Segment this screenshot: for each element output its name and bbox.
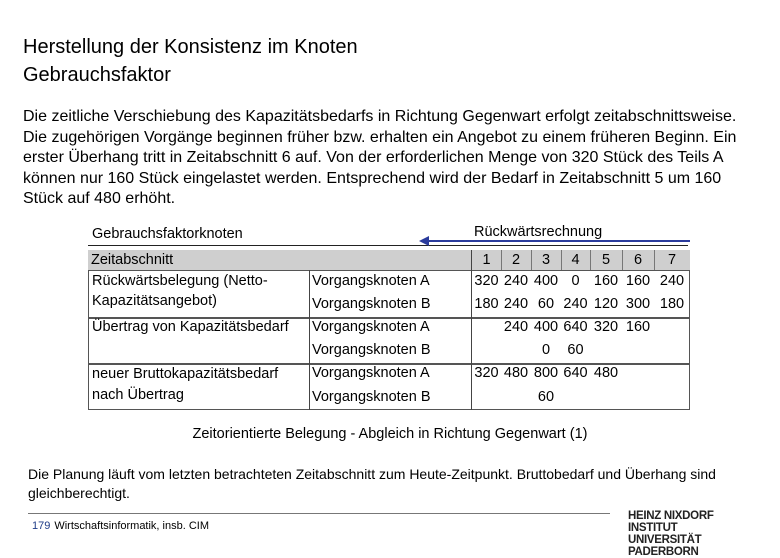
direction-label: Rückwärtsrechnung bbox=[474, 224, 603, 240]
value-cell: 640 bbox=[563, 365, 588, 381]
value-cell: 0 bbox=[571, 273, 580, 289]
period-divider bbox=[501, 250, 502, 270]
logo-line2: UNIVERSITÄT PADERBORN bbox=[628, 534, 702, 558]
group-3-label-line2: nach Übertrag bbox=[92, 387, 184, 403]
value-cell: 0 bbox=[541, 342, 551, 358]
group-1-label-line1: Rückwärtsbelegung (Netto- bbox=[92, 273, 268, 289]
value-cell: 240 bbox=[659, 273, 685, 289]
value-cell: 240 bbox=[503, 273, 529, 289]
group-3-label-line1: neuer Bruttokapazitätsbedarf bbox=[92, 366, 279, 382]
value-cell: 320 bbox=[593, 319, 619, 335]
value-cell: 160 bbox=[625, 319, 651, 335]
slide-title bbox=[23, 33, 358, 89]
value-cell: 320 bbox=[474, 365, 499, 381]
value-cell: 800 bbox=[533, 365, 559, 381]
course-name: Wirtschaftsinformatik, insb. CIM bbox=[54, 520, 209, 532]
value-cell: 180 bbox=[659, 296, 685, 312]
value-cell: 480 bbox=[593, 365, 619, 381]
figure-top-rule bbox=[88, 245, 688, 246]
group-2-node-a: Vorgangsknoten A bbox=[312, 319, 430, 335]
value-cell: 320 bbox=[474, 273, 499, 289]
period-divider bbox=[654, 250, 655, 270]
period-divider bbox=[561, 250, 562, 270]
value-cell: 120 bbox=[593, 296, 619, 312]
footer bbox=[32, 520, 209, 532]
direction-arrow bbox=[428, 240, 690, 242]
value-cell: 60 bbox=[537, 389, 555, 405]
footer-rule bbox=[28, 513, 610, 514]
group-1-node-a: Vorgangsknoten A bbox=[312, 273, 430, 289]
intro-paragraph: Die zeitliche Verschiebung des Kapazitätsbedarfs in Richtung Gegenwart erfolgt zeitabschnittsweise. Die zugehörigen Vorgänge beginnen früher bzw. erhalten ein Angebot zu einem früheren Beginn. Ein erster Überhang tritt in Zeitabschnitt 6 auf. Von der erforderlichen Menge von 320 Stück des Teils A können nur 160 Stück eingelastet werden. Entsprechend wird der Bedarf in Zeitabschnitt 5 um 160 Stück auf 480 erhöht. bbox=[23, 108, 737, 207]
page-number: 179 bbox=[32, 520, 51, 532]
value-cell: 240 bbox=[563, 296, 588, 312]
figure-caption: Zeitorientierte Belegung - Abgleich in Richtung Gegenwart (1) bbox=[192, 426, 588, 442]
figure-label: Gebrauchsfaktorknoten bbox=[92, 226, 243, 242]
group-3-node-a: Vorgangsknoten A bbox=[312, 365, 430, 381]
value-cell: 300 bbox=[625, 296, 651, 312]
group-1-node-b: Vorgangsknoten B bbox=[312, 296, 431, 312]
period-header-6: 6 bbox=[633, 252, 643, 268]
note-paragraph: Die Planung läuft vom letzten betrachteten Zeitabschnitt zum Heute-Zeitpunkt. Bruttobedarf und Überhang sind gleichberechtigt. bbox=[28, 466, 716, 501]
value-cell: 240 bbox=[503, 296, 529, 312]
institute-logo bbox=[628, 510, 760, 558]
value-cell: 400 bbox=[533, 273, 559, 289]
capacity-table-figure bbox=[88, 224, 690, 412]
logo-line1: HEINZ NIXDORF INSTITUT bbox=[628, 510, 714, 534]
value-cell: 180 bbox=[474, 296, 499, 312]
value-cell: 240 bbox=[503, 319, 529, 335]
value-cell: 480 bbox=[503, 365, 529, 381]
value-cell: 60 bbox=[537, 296, 555, 312]
group-1-label-line2: Kapazitätsangebot) bbox=[92, 293, 217, 309]
period-divider bbox=[590, 250, 591, 270]
value-cell: 160 bbox=[625, 273, 651, 289]
group-3-node-b: Vorgangsknoten B bbox=[312, 389, 431, 405]
group-2-label-line1: Übertrag von Kapazitätsbedarf bbox=[92, 319, 289, 335]
header-label: Zeitabschnitt bbox=[91, 252, 174, 268]
period-header-3: 3 bbox=[541, 252, 551, 268]
value-cell: 640 bbox=[563, 319, 588, 335]
period-header-1: 1 bbox=[482, 252, 491, 268]
value-cell: 60 bbox=[567, 342, 584, 358]
column-separator bbox=[309, 270, 310, 410]
slide-title-line2: Gebrauchsfaktor bbox=[23, 64, 171, 86]
period-divider bbox=[622, 250, 623, 270]
period-header-2: 2 bbox=[511, 252, 521, 268]
period-header-5: 5 bbox=[601, 252, 611, 268]
value-cell: 400 bbox=[533, 319, 559, 335]
value-cell: 160 bbox=[593, 273, 619, 289]
period-header-4: 4 bbox=[571, 252, 580, 268]
period-divider bbox=[531, 250, 532, 270]
period-header-7: 7 bbox=[667, 252, 677, 268]
group-2-node-b: Vorgangsknoten B bbox=[312, 342, 431, 358]
slide-title-line1: Herstellung der Konsistenz im Knoten bbox=[23, 36, 358, 58]
